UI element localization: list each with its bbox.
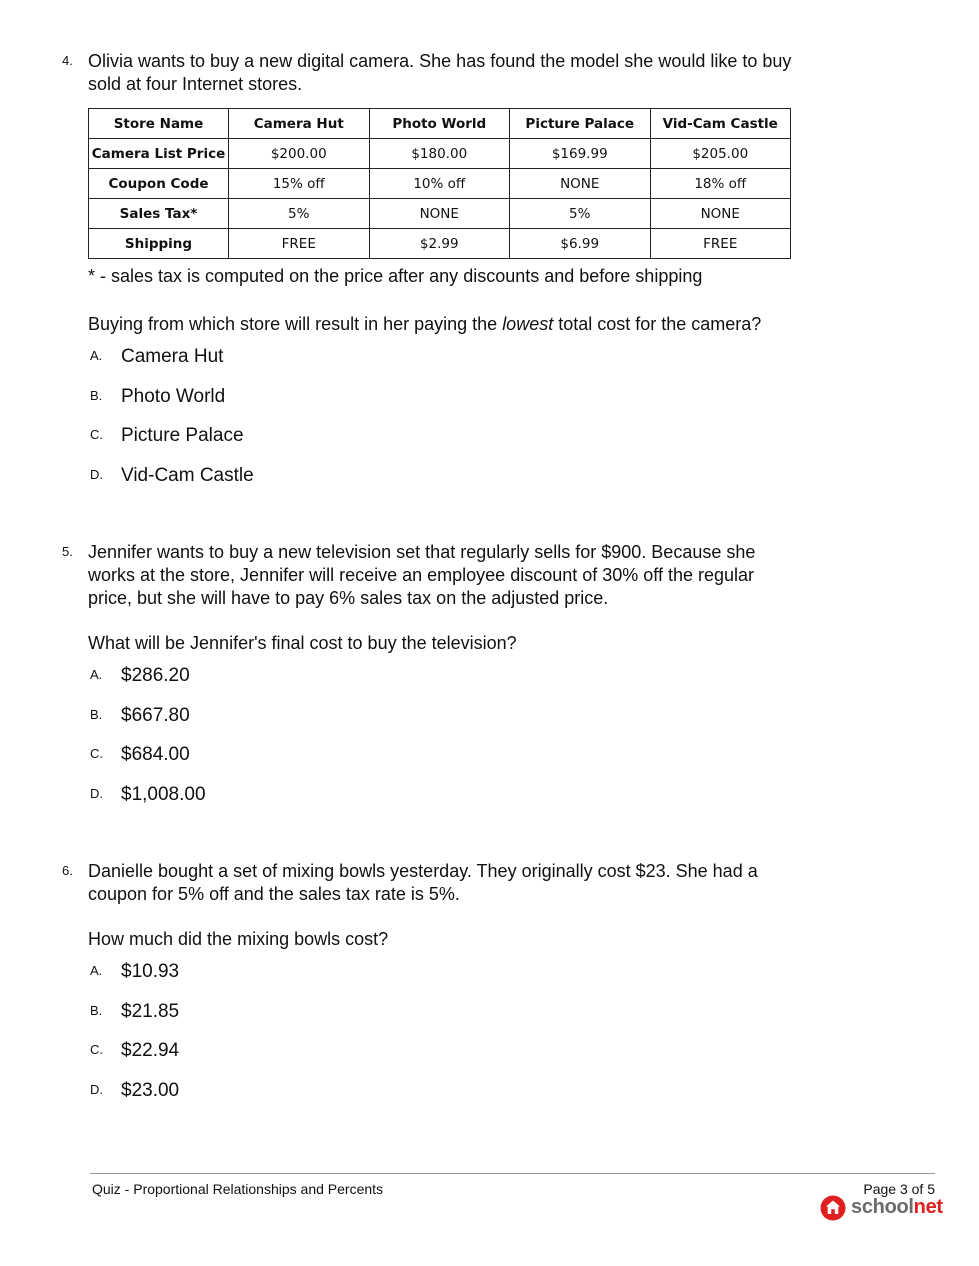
footer-divider — [90, 1173, 935, 1174]
option-text: $684.00 — [121, 744, 190, 765]
table-cell: $180.00 — [369, 139, 510, 169]
table-cell: NONE — [510, 169, 651, 199]
table-row — [89, 199, 791, 229]
table-cell: NONE — [369, 199, 510, 229]
option-text: $10.93 — [121, 961, 180, 982]
question-text: Danielle bought a set of mixing bowls yesterday. They originally cost $23. She had a coupon for 5% off and the sales tax rate is 5%. — [88, 861, 758, 904]
table-row — [89, 139, 791, 169]
logo-text-accent: net — [913, 1196, 943, 1218]
prompt-emphasis: lowest — [502, 314, 554, 334]
table-row-label: Sales Tax* — [89, 199, 229, 229]
option-text: Picture Palace — [121, 425, 244, 446]
option-letter: C. — [90, 1042, 103, 1057]
quiz-title: Quiz - Proportional Relationships and Percents — [92, 1181, 384, 1197]
option-letter: D. — [90, 1082, 103, 1097]
question-number: 4. — [62, 53, 73, 68]
table-cell: 10% off — [369, 169, 510, 199]
option-text: $21.85 — [121, 1001, 180, 1022]
table-row-label: Shipping — [89, 229, 229, 259]
table-cell: $6.99 — [510, 229, 651, 259]
table-row — [89, 169, 791, 199]
table-cell: 15% off — [229, 169, 370, 199]
table-header: Store Name — [89, 109, 229, 139]
option-letter: A. — [90, 348, 103, 363]
table-header: Vid-Cam Castle — [650, 109, 791, 139]
option-letter: A. — [90, 667, 103, 682]
table-cell: $169.99 — [510, 139, 651, 169]
table-cell: NONE — [650, 199, 791, 229]
option-text: $667.80 — [121, 705, 190, 726]
table-row-label: Camera List Price — [89, 139, 229, 169]
option-text: $22.94 — [121, 1040, 180, 1061]
table-cell: $200.00 — [229, 139, 370, 169]
option-letter: B. — [90, 1003, 103, 1018]
table-cell: FREE — [650, 229, 791, 259]
option-letter: B. — [90, 707, 103, 722]
option-text: $1,008.00 — [121, 784, 206, 805]
question-prompt — [88, 313, 818, 336]
table-cell: 5% — [229, 199, 370, 229]
page-indicator: Page 3 of 5 — [863, 1181, 935, 1197]
question-number: 5. — [62, 544, 73, 559]
question-number: 6. — [62, 863, 73, 878]
table-cell: $2.99 — [369, 229, 510, 259]
option-letter: B. — [90, 388, 103, 403]
logo-wordmark — [851, 1196, 943, 1219]
question-prompt: What will be Jennifer's final cost to buy the television? — [88, 633, 517, 653]
table-row — [89, 229, 791, 259]
table-header: Camera Hut — [229, 109, 370, 139]
option-letter: C. — [90, 427, 103, 442]
option-letter: C. — [90, 746, 103, 761]
option-text: Camera Hut — [121, 346, 224, 367]
option-text: Vid-Cam Castle — [121, 465, 254, 486]
question-text: Jennifer wants to buy a new television set that regularly sells for $900. Because she works at the store, Jennifer will receive an employee discount of 30% off the regular price, but she will have to pay 6% sales tax on the adjusted price. — [88, 542, 756, 608]
house-icon — [820, 1195, 846, 1221]
prompt-text: total cost for the camera? — [553, 314, 762, 334]
option-letter: D. — [90, 786, 103, 801]
table-cell: FREE — [229, 229, 370, 259]
option-text: $286.20 — [121, 665, 190, 686]
store-comparison-table — [88, 108, 791, 259]
table-cell: $205.00 — [650, 139, 791, 169]
table-header: Picture Palace — [510, 109, 651, 139]
table-footnote: * - sales tax is computed on the price after any discounts and before shipping — [88, 266, 703, 286]
table-header: Photo World — [369, 109, 510, 139]
table-cell: 5% — [510, 199, 651, 229]
option-text: Photo World — [121, 386, 226, 407]
option-text: $23.00 — [121, 1080, 180, 1101]
option-letter: A. — [90, 963, 103, 978]
question-text: Olivia wants to buy a new digital camera. She has found the model she would like to buy sold at four Internet stores. — [88, 51, 792, 94]
question-prompt: How much did the mixing bowls cost? — [88, 929, 389, 949]
prompt-text: Buying from which store will result in her paying the — [88, 314, 503, 334]
table-row-label: Coupon Code — [89, 169, 229, 199]
table-header-row — [89, 109, 791, 139]
option-letter: D. — [90, 467, 103, 482]
logo-text-main: school — [851, 1196, 914, 1218]
table-cell: 18% off — [650, 169, 791, 199]
